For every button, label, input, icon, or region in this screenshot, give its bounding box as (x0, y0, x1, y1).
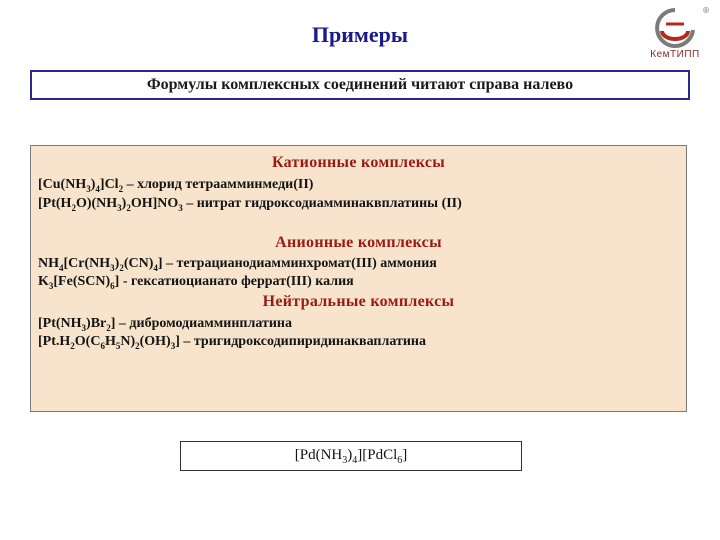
cationic-line-1: $[Cu(NH_3)_4]Cl_2$ – хлорид тетраамминмеди(II) (38, 177, 314, 194)
neutral-line-1: $[Pt(NH_3)Br_2]$ – дибромодиамминплатина (38, 316, 292, 333)
neutral-line-2: $[Pt.H_2O(C_6H_5N)_2(OH)_3]$ – тригидроксодипиридинакваплатина (38, 334, 426, 351)
anionic-heading: Анионные комплексы (275, 234, 442, 251)
cationic-heading: Катионные комплексы (271, 154, 446, 171)
example-formula-box (180, 441, 522, 471)
cationic-line-2: $[Pt(H_2O)(NH_3)_2OH]NO_3$ – нитрат гидроксодиамминаквплатины (II) (38, 196, 462, 213)
anionic-line-1: $NH_4[Cr(NH_3)_2(CN)_4]$ – тетрацианодиамминхромат(III) аммония (38, 256, 437, 273)
examples-panel (30, 145, 687, 412)
neutral-heading: Нейтральные комплексы (262, 293, 455, 310)
reading-rule-banner (30, 70, 690, 100)
slide-title: Примеры (311, 22, 409, 47)
example-formula: $[Pd(NH_3)_4][PdCl_6]$ (294, 446, 408, 466)
registered-mark: ® (702, 6, 710, 15)
reading-rule-text: Формулы комплексных соединений читают справа налево (146, 76, 574, 93)
logo-text: КемТИПП (650, 49, 700, 60)
anionic-line-2: $K_3[Fe(SCN)_6]$ - гексатиоцианато феррат(III) калия (38, 274, 354, 291)
